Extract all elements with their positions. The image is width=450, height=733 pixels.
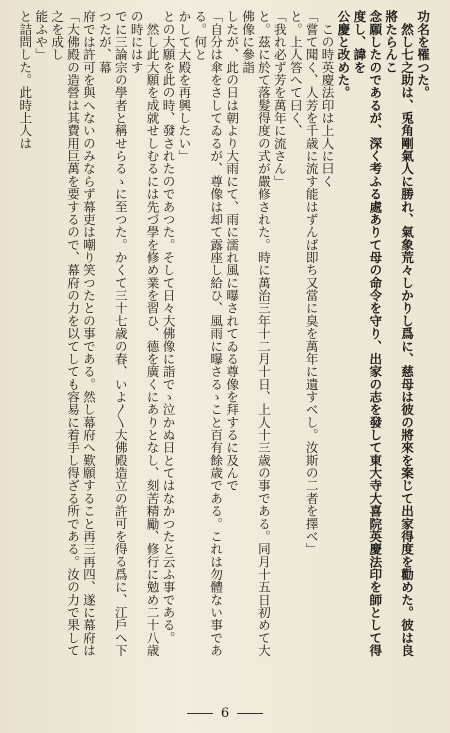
text-line: したが、此の日は朝より大雨にて、雨に濡れ風に曝されてゐる尊像を拜するに及んで — [224, 10, 240, 492]
text-line: 然し此大願を成就せしむるには先づ學を修め業を習ひ、德を廣くにありとなし、刻苦精勵、修行に勉め二十八歳の時にはす — [128, 10, 160, 657]
text-line: 念願したのであるが、深く考ふる處ありて母の命令を守り、出家の志を發して東大寺大喜院英慶法印を師として得度し、諱を — [351, 10, 383, 657]
text-line: と。茲に於て落髮得度の式が嚴修された。時に萬治三年十二月十日、上人十三歳の事である。同月十五日初めて大佛像に參詣 — [240, 10, 271, 657]
left-dash-rule — [187, 713, 213, 714]
text-line: 「我れ必ず芳を萬年に流さん」 — [271, 10, 287, 188]
text-line: と。上人答へて曰く、 — [287, 10, 303, 137]
text-line: かして大殿を再興したい」 — [176, 10, 192, 163]
text-line: 公慶と改めた。 — [335, 10, 351, 99]
page-number: 6 — [220, 706, 230, 721]
text-line: 府では許可を與へないのみならず幕吏は嘲り笑つたとの事である。然し幕府へ歎願すること再三再四、遂に幕府は — [80, 10, 96, 657]
text-line: 然し七之助は、兎角剛氣人に勝れ、氣象荒々しかりし爲に、慈母は彼の將來を案じて出家得度を勸めた。彼は良將たらんこ — [383, 10, 415, 657]
text-line: この時英慶法印は上人に曰く — [319, 10, 335, 188]
text-line: 「自分は傘をさしてゐるが、尊像は却て露座し給ひ、風雨に曝さるゝこと百有餘歳である。これは勿體ない事である。何と — [192, 10, 224, 657]
right-dash-rule — [237, 713, 263, 714]
text-line: と詰問した。此時上人は — [17, 10, 33, 150]
text-line: 「大佛殿の造營は其費用巨萬を要するので、幕府の力を以てしても容易に着手し得ざる所である。汝の力で果して之を成し — [49, 10, 81, 657]
text-line: 能ふや」 — [33, 10, 49, 61]
page-footer — [0, 706, 450, 721]
text-line: でに三論宗の學者と稱せらるゝに至つた。かくて三十七歳の春、いよ〳〵大佛殿造立の許可を得る爲に、江戶へ下つたが、幕 — [96, 10, 128, 657]
text-line: との大願を此の時、發されたのであつた。そして日々大佛像に詣でゝ泣かぬ日とてはなかつたと云ふ事である。 — [160, 10, 176, 644]
text-line: 「嘗て聞く、人芳を千歳に流す能はずんば即ち又當に臭を萬年に遺すべし。汝斯の二者を擇べ」 — [303, 10, 319, 556]
text-line: 功名を罹つた。 — [415, 10, 430, 99]
vertical-text-body — [15, 10, 430, 658]
